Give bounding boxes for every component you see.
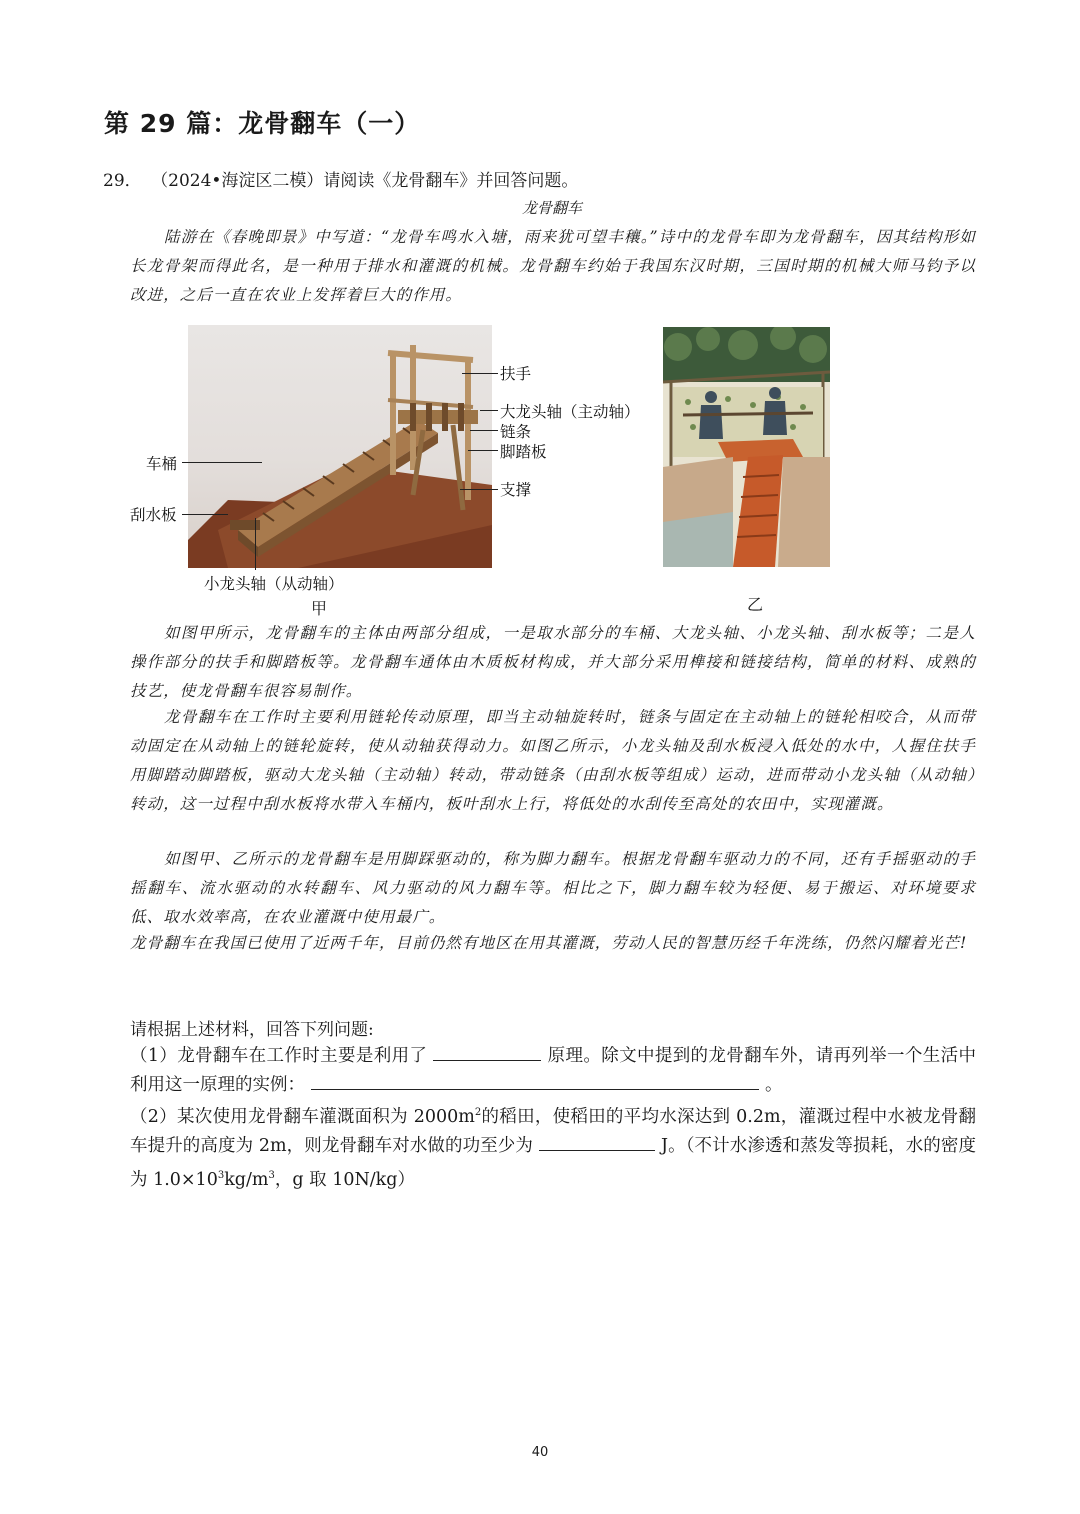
figure-b-illustration	[663, 327, 830, 567]
label-scraper: 刮水板	[130, 506, 177, 524]
figure-a-caption: 甲	[311, 599, 328, 618]
label-support: 支撑	[500, 481, 532, 499]
article-paragraph-1: 陆游在《春晚即景》中写道：“龙骨车鸣水入塘，雨来犹可望丰穰。”诗中的龙骨车即为龙骨翻车，因其结构形如长龙骨架而得此名，是一种用于排水和灌溉的机械。龙骨翻车约始于我国东汉时期，三国时期的机械大师马钧予以改进，之后一直在农业上发挥着巨大的作用。	[130, 228, 976, 304]
label-bucket: 车桶	[146, 455, 178, 473]
task-2-sup-exp: 3	[217, 1169, 225, 1181]
article-paragraph-2: 如图甲所示，龙骨翻车的主体由两部分组成，一是取水部分的车桶、大龙头轴、小龙头轴、刮水板等；二是人操作部分的扶手和脚踏板等。龙骨翻车通体由木质板材构成，并大部分采用榫接和链接结构，简单的材料、成熟的技艺，使龙骨翻车很容易制作。	[130, 624, 976, 700]
task-2	[130, 1098, 976, 1195]
leader-main-axle	[480, 410, 498, 411]
task-1-text-b: 原理。除文中提到的龙骨翻车外，请再列举一个生活中利用这一原理的实例：	[130, 1046, 976, 1095]
leader-bucket	[182, 462, 262, 463]
leader-pedal	[468, 450, 498, 451]
task-2-blank-work[interactable]	[539, 1132, 655, 1151]
task-1-blank-example[interactable]	[311, 1071, 759, 1090]
question-header	[103, 166, 578, 191]
task-2-sup-area: 2	[474, 1107, 482, 1118]
label-handle: 扶手	[500, 365, 532, 383]
task-2-text-b: 的稻田，使稻田的平均水深达到 0.2m，灌溉过程中水被龙骨翻车提升的高度为 2m，则龙骨翻车对水做的功至少为	[130, 1106, 976, 1156]
task-1-blank-principle[interactable]	[433, 1042, 541, 1061]
label-driven-axle: 小龙头轴（从动轴）	[204, 575, 344, 593]
label-main-axle: 大龙头轴（主动轴）	[500, 403, 640, 421]
task-1	[130, 1042, 976, 1100]
question-number: 29．	[103, 171, 142, 191]
question-source: （2024•海淀区二模）请阅读《龙骨翻车》并回答问题。	[159, 171, 579, 191]
leader-handle	[462, 373, 498, 374]
article-paragraph-5: 龙骨翻车在我国已使用了近两千年，目前仍然有地区在用其灌溉，劳动人民的智慧历经千年洗练，仍然闪耀着光芒!	[130, 934, 968, 952]
article-paragraph-3: 龙骨翻车在工作时主要利用链轮传动原理，即当主动轴旋转时，链条与固定在主动轴上的链轮相咬合，从而带动固定在从动轴上的链轮旋转，使从动轴获得动力。如图乙所示，小龙头轴及刮水板浸入低处的水中，人握住扶手用脚踏动脚踏板，驱动大龙头轴（主动轴）转动，带动链条（由刮水板等组成）运动，进而带动小龙头轴（从动轴）转动，这一过程中刮水板将水带入车桶内，板叶刮水上行，将低处的水刮传至高处的农田中，实现灌溉。	[130, 708, 976, 813]
leader-support	[460, 489, 498, 490]
leader-chain	[470, 430, 498, 431]
task-2-text-a: （2）某次使用龙骨翻车灌溉面积为 2000m	[130, 1106, 475, 1127]
tasks-intro: 请根据上述材料，回答下列问题:	[130, 1020, 374, 1040]
article-paragraph-4: 如图甲、乙所示的龙骨翻车是用脚踩驱动的，称为脚力翻车。根据龙骨翻车驱动力的不同，还有手摇驱动的手摇翻车、流水驱动的水转翻车、风力驱动的风力翻车等。相比之下，脚力翻车较为轻便、易于搬运、对环境要求低、取水效率高，在农业灌溉中使用最广。	[130, 850, 976, 926]
task-1-end: 。	[765, 1075, 783, 1095]
article-title: 龙骨翻车	[521, 199, 582, 217]
task-1-text-a: （1）龙骨翻车在工作时主要是利用了	[130, 1046, 428, 1066]
leader-driven-axle	[255, 518, 256, 570]
task-2-text-c: J。（不计水渗透和蒸发等损耗，水的密度为 1.0×10	[130, 1135, 976, 1190]
leader-scraper	[182, 514, 228, 515]
figure-a-photo	[188, 325, 492, 568]
figure-b-caption: 乙	[747, 595, 764, 614]
page-number: 40	[531, 1445, 549, 1460]
task-2-text-e: ，g 取 10N/kg）	[274, 1169, 415, 1190]
label-chain: 链条	[500, 423, 532, 441]
task-2-text-d: kg/m	[224, 1169, 269, 1190]
task-2-sup-vol: 3	[268, 1169, 275, 1181]
label-pedal: 脚踏板	[500, 443, 547, 461]
page-title: 第 29 篇：龙骨翻车（一）	[104, 109, 421, 138]
